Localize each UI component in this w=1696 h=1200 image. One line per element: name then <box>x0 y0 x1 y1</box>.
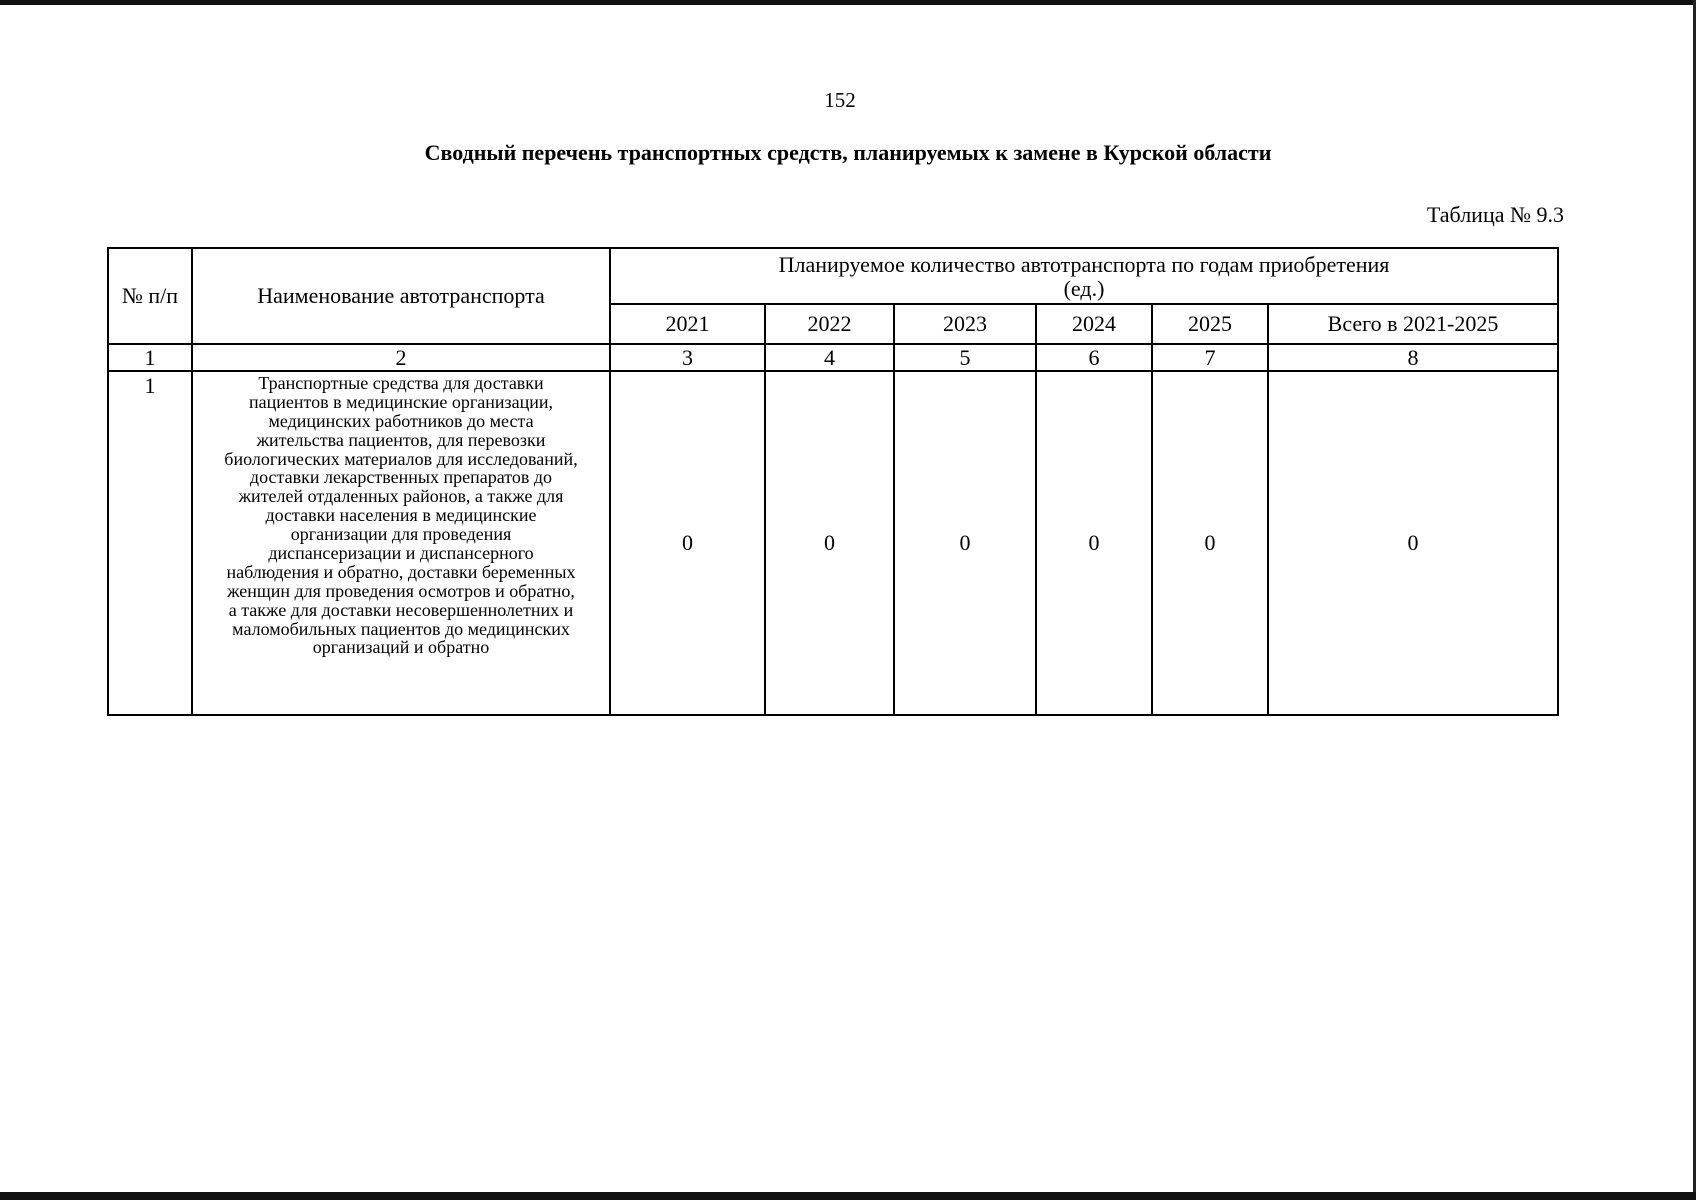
vehicle-replacement-table <box>107 247 1559 716</box>
column-number: 2 <box>192 344 610 371</box>
year-header: 2021 <box>610 304 765 344</box>
value-cell-2021: 0 <box>610 371 765 715</box>
column-number: 3 <box>610 344 765 371</box>
group-header <box>610 248 1558 304</box>
scan-border-bottom <box>0 1192 1696 1200</box>
group-header-line1: Планируемое количество автотранспорта по годам приобретения <box>778 252 1390 277</box>
year-header: 2025 <box>1152 304 1268 344</box>
group-header-line2: (ед.) <box>1063 276 1105 302</box>
description-line: пациентов в медицинские организации, <box>249 391 553 412</box>
column-number: 1 <box>108 344 192 371</box>
column-number: 6 <box>1036 344 1152 371</box>
description-line: организации для проведения <box>290 524 512 545</box>
description-line: маломобильных пациентов до медицинских <box>232 618 570 639</box>
description-line: медицинских работников до места <box>268 410 534 431</box>
value-cell-2022: 0 <box>765 371 894 715</box>
description-line: диспансеризации и диспансерного <box>268 543 534 564</box>
column-number-row <box>108 344 1558 371</box>
description-line: а также для доставки несовершеннолетних и <box>228 599 574 620</box>
table-label: Таблица № 9.3 <box>1426 202 1564 227</box>
description-line: женщин для проведения осмотров и обратно, <box>227 580 575 601</box>
value-cell-2025: 0 <box>1152 371 1268 715</box>
year-header: 2022 <box>765 304 894 344</box>
year-header: 2023 <box>894 304 1036 344</box>
description-line: биологических материалов для исследований, <box>224 448 578 469</box>
description-line: доставки лекарственных препаратов до <box>249 467 553 488</box>
column-number: 5 <box>894 344 1036 371</box>
total-header: Всего в 2021-2025 <box>1268 304 1558 344</box>
description-line: Транспортные средства для доставки <box>258 373 544 393</box>
vehicle-description <box>192 371 610 715</box>
col-num-header: № п/п <box>108 248 192 344</box>
col-name-header: Наименование автотранспорта <box>192 248 610 344</box>
value-cell-total: 0 <box>1268 371 1558 715</box>
value-cell-2024: 0 <box>1036 371 1152 715</box>
row-number: 1 <box>108 371 192 715</box>
description-line: организаций и обратно <box>312 637 490 658</box>
description-line: наблюдения и обратно, доставки беременных <box>226 561 576 582</box>
description-line: жительства пациентов, для перевозки <box>256 429 546 450</box>
table-row <box>108 371 1558 715</box>
document-title: Сводный перечень транспортных средств, планируемых к замене в Курской области <box>424 140 1272 165</box>
scan-border-top <box>0 0 1696 5</box>
description-line: жителей отдаленных районов, а также для <box>238 486 564 507</box>
value-cell-2023: 0 <box>894 371 1036 715</box>
year-header: 2024 <box>1036 304 1152 344</box>
column-number: 8 <box>1268 344 1558 371</box>
page-number: 152 <box>824 88 856 112</box>
description-line: доставки населения в медицинские <box>265 505 537 526</box>
column-number: 4 <box>765 344 894 371</box>
column-number: 7 <box>1152 344 1268 371</box>
